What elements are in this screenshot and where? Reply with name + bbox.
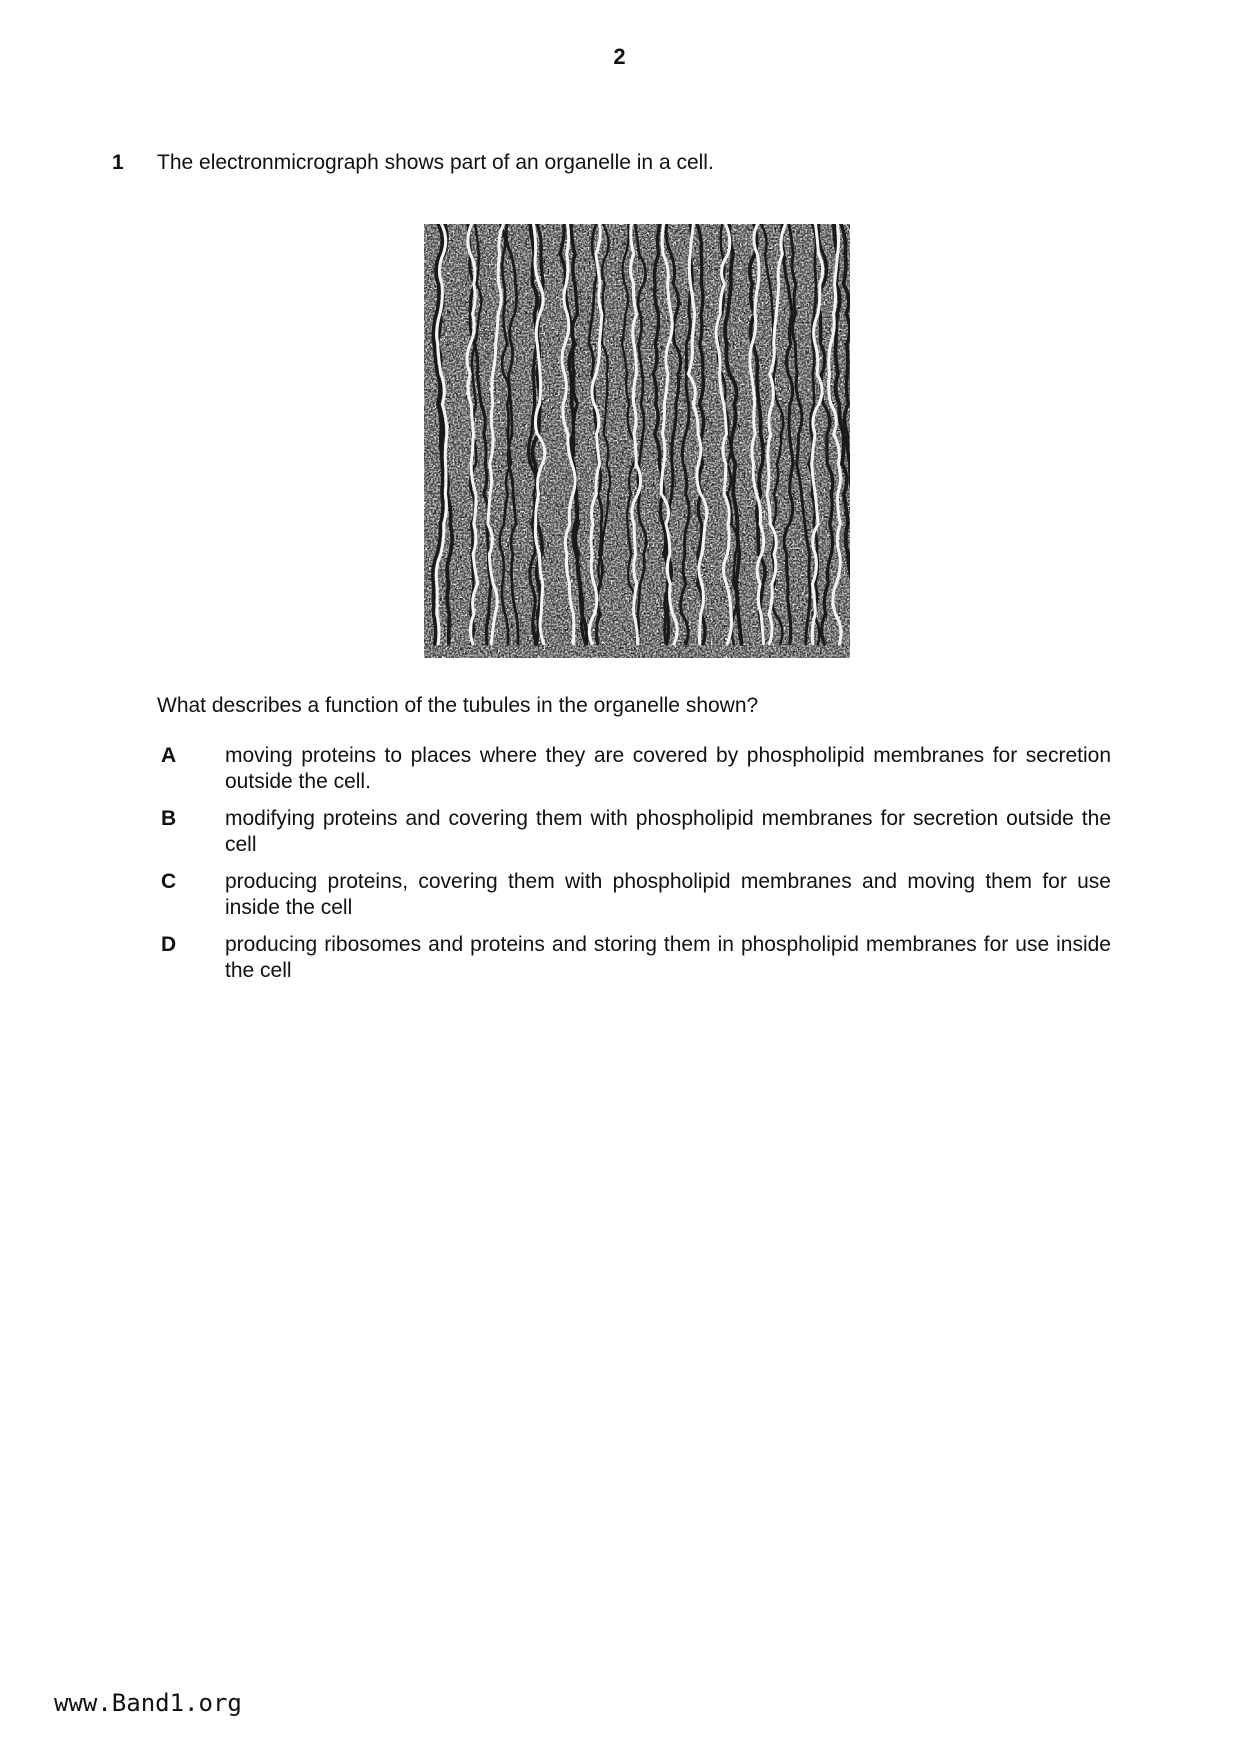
option-letter: A [161,744,177,767]
option-letter: C [161,870,177,893]
option-text: moving proteins to places where they are covered by phospholipid membranes for secretion outside the cell. [225,744,1111,793]
option-d [157,932,1111,984]
footer-url: www.Band1.org [54,1689,242,1717]
question-number: 1 [112,151,124,174]
option-c [157,869,1111,921]
option-text: modifying proteins and covering them with phospholipid membranes for secretion outside the cell [225,807,1111,856]
option-b [157,806,1111,858]
option-letter: B [161,807,177,830]
page-number: 2 [613,44,626,69]
question-prompt: What describes a function of the tubules in the organelle shown? [157,694,759,717]
question-stem: The electronmicrograph shows part of an organelle in a cell. [157,151,714,174]
option-a [157,743,1111,795]
electron-micrograph-image [424,224,850,658]
option-text: producing ribosomes and proteins and storing them in phospholipid membranes for use inside the cell [225,933,1111,982]
option-letter: D [161,933,177,956]
option-text: producing proteins, covering them with phospholipid membranes and moving them for use inside the cell [225,870,1111,919]
